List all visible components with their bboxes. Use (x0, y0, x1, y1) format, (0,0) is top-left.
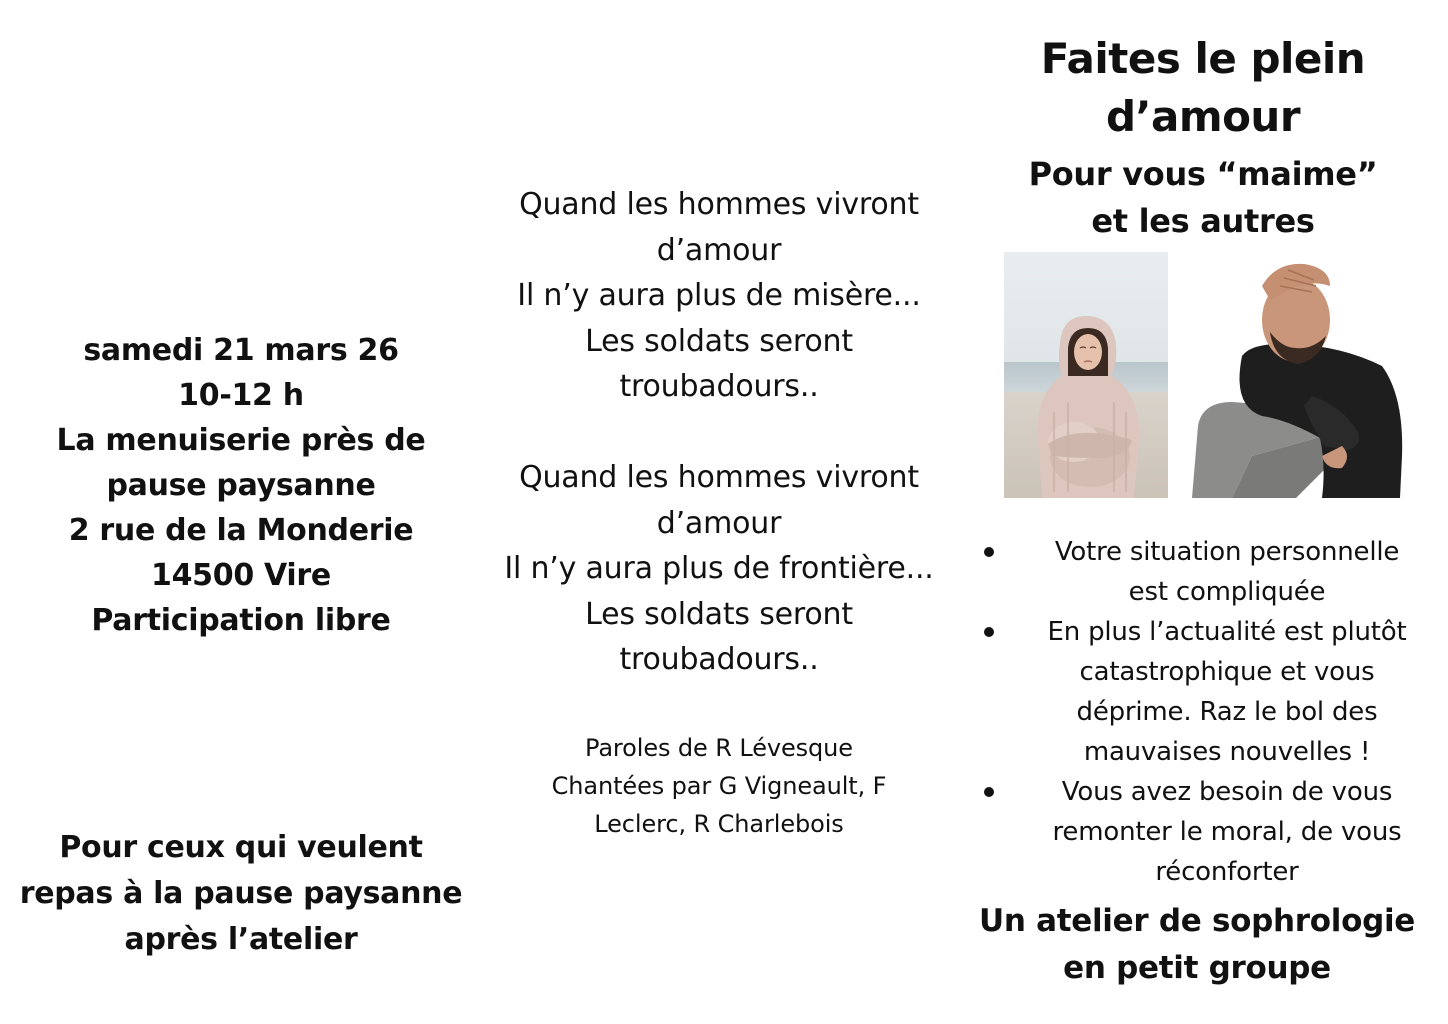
event-time: 10-12 h (178, 378, 304, 413)
bullet-item (970, 772, 1436, 892)
credit-line: Chantées par G Vigneault, F (551, 772, 887, 800)
event-price: Participation libre (91, 603, 391, 638)
bullet-text: catastrophique et vous (1079, 657, 1375, 687)
credit-line: Leclerc, R Charlebois (594, 810, 844, 838)
subtitle (970, 151, 1436, 245)
event-date: samedi 21 mars 26 (83, 333, 399, 368)
atelier-line: Un atelier de sophrologie (978, 903, 1416, 939)
page-title (970, 30, 1436, 146)
man-illustration (1192, 256, 1406, 498)
meal-line: Pour ceux qui veulent (59, 830, 423, 865)
bullet-item (970, 612, 1436, 772)
right-panel (970, 0, 1436, 1024)
subtitle-line: Pour vous “maime” (1028, 155, 1378, 193)
subtitle-line: et les autres (1091, 202, 1315, 240)
lyric-line: Les soldats seront (585, 323, 853, 359)
lyric-line: troubadours.. (619, 369, 819, 404)
middle-panel (486, 0, 952, 1024)
lyric-line: d’amour (656, 505, 782, 541)
bullet-text: déprime. Raz le bol des (1076, 697, 1378, 727)
lyric-line: d’amour (656, 232, 782, 268)
bullet-dot-icon (984, 787, 994, 797)
bullet-text: remonter le moral, de vous (1052, 817, 1402, 847)
bullet-list (970, 532, 1436, 892)
meal-note (10, 825, 472, 963)
woman-illustration (1004, 252, 1168, 498)
bullet-text: En plus l’actualité est plutôt (1047, 617, 1407, 647)
bullet-dot-icon (984, 627, 994, 637)
meal-line: après l’atelier (124, 922, 358, 957)
lyric-line: Quand les hommes vivront (519, 460, 919, 495)
bullet-text: est compliquée (1128, 577, 1326, 607)
event-city: 14500 Vire (151, 558, 331, 593)
bullet-text: Vous avez besoin de vous (1061, 777, 1393, 807)
verse-spacer (486, 410, 952, 456)
song-credits (486, 729, 952, 843)
lyric-line: Il n’y aura plus de frontière... (504, 551, 934, 586)
bullet-item (970, 532, 1436, 612)
bullet-text: mauvaises nouvelles ! (1083, 737, 1371, 767)
meal-line: repas à la pause paysanne (19, 876, 463, 911)
bullet-text: Votre situation personnelle (1054, 537, 1400, 567)
event-venue: La menuiserie près de (56, 423, 426, 458)
lyric-line: Les soldats seront (585, 596, 853, 632)
lyric-line: Quand les hommes vivront (519, 187, 919, 222)
bullet-text: réconforter (1155, 857, 1299, 887)
sad-woman-photo (1004, 252, 1168, 498)
title-line: d’amour (1105, 92, 1301, 141)
atelier-heading (964, 898, 1430, 992)
event-details (10, 328, 472, 643)
bullet-dot-icon (984, 547, 994, 557)
atelier-line: en petit groupe (1063, 950, 1331, 986)
distressed-man-photo (1192, 256, 1406, 498)
title-line: Faites le plein (1040, 34, 1366, 83)
song-lyrics (486, 182, 952, 683)
event-venue-2: pause paysanne (106, 468, 376, 503)
lyric-line: Il n’y aura plus de misère... (517, 278, 921, 313)
event-street: 2 rue de la Monderie (68, 513, 414, 548)
lyric-line: troubadours.. (619, 642, 819, 677)
credit-line: Paroles de R Lévesque (585, 734, 853, 762)
left-panel (10, 0, 472, 1024)
